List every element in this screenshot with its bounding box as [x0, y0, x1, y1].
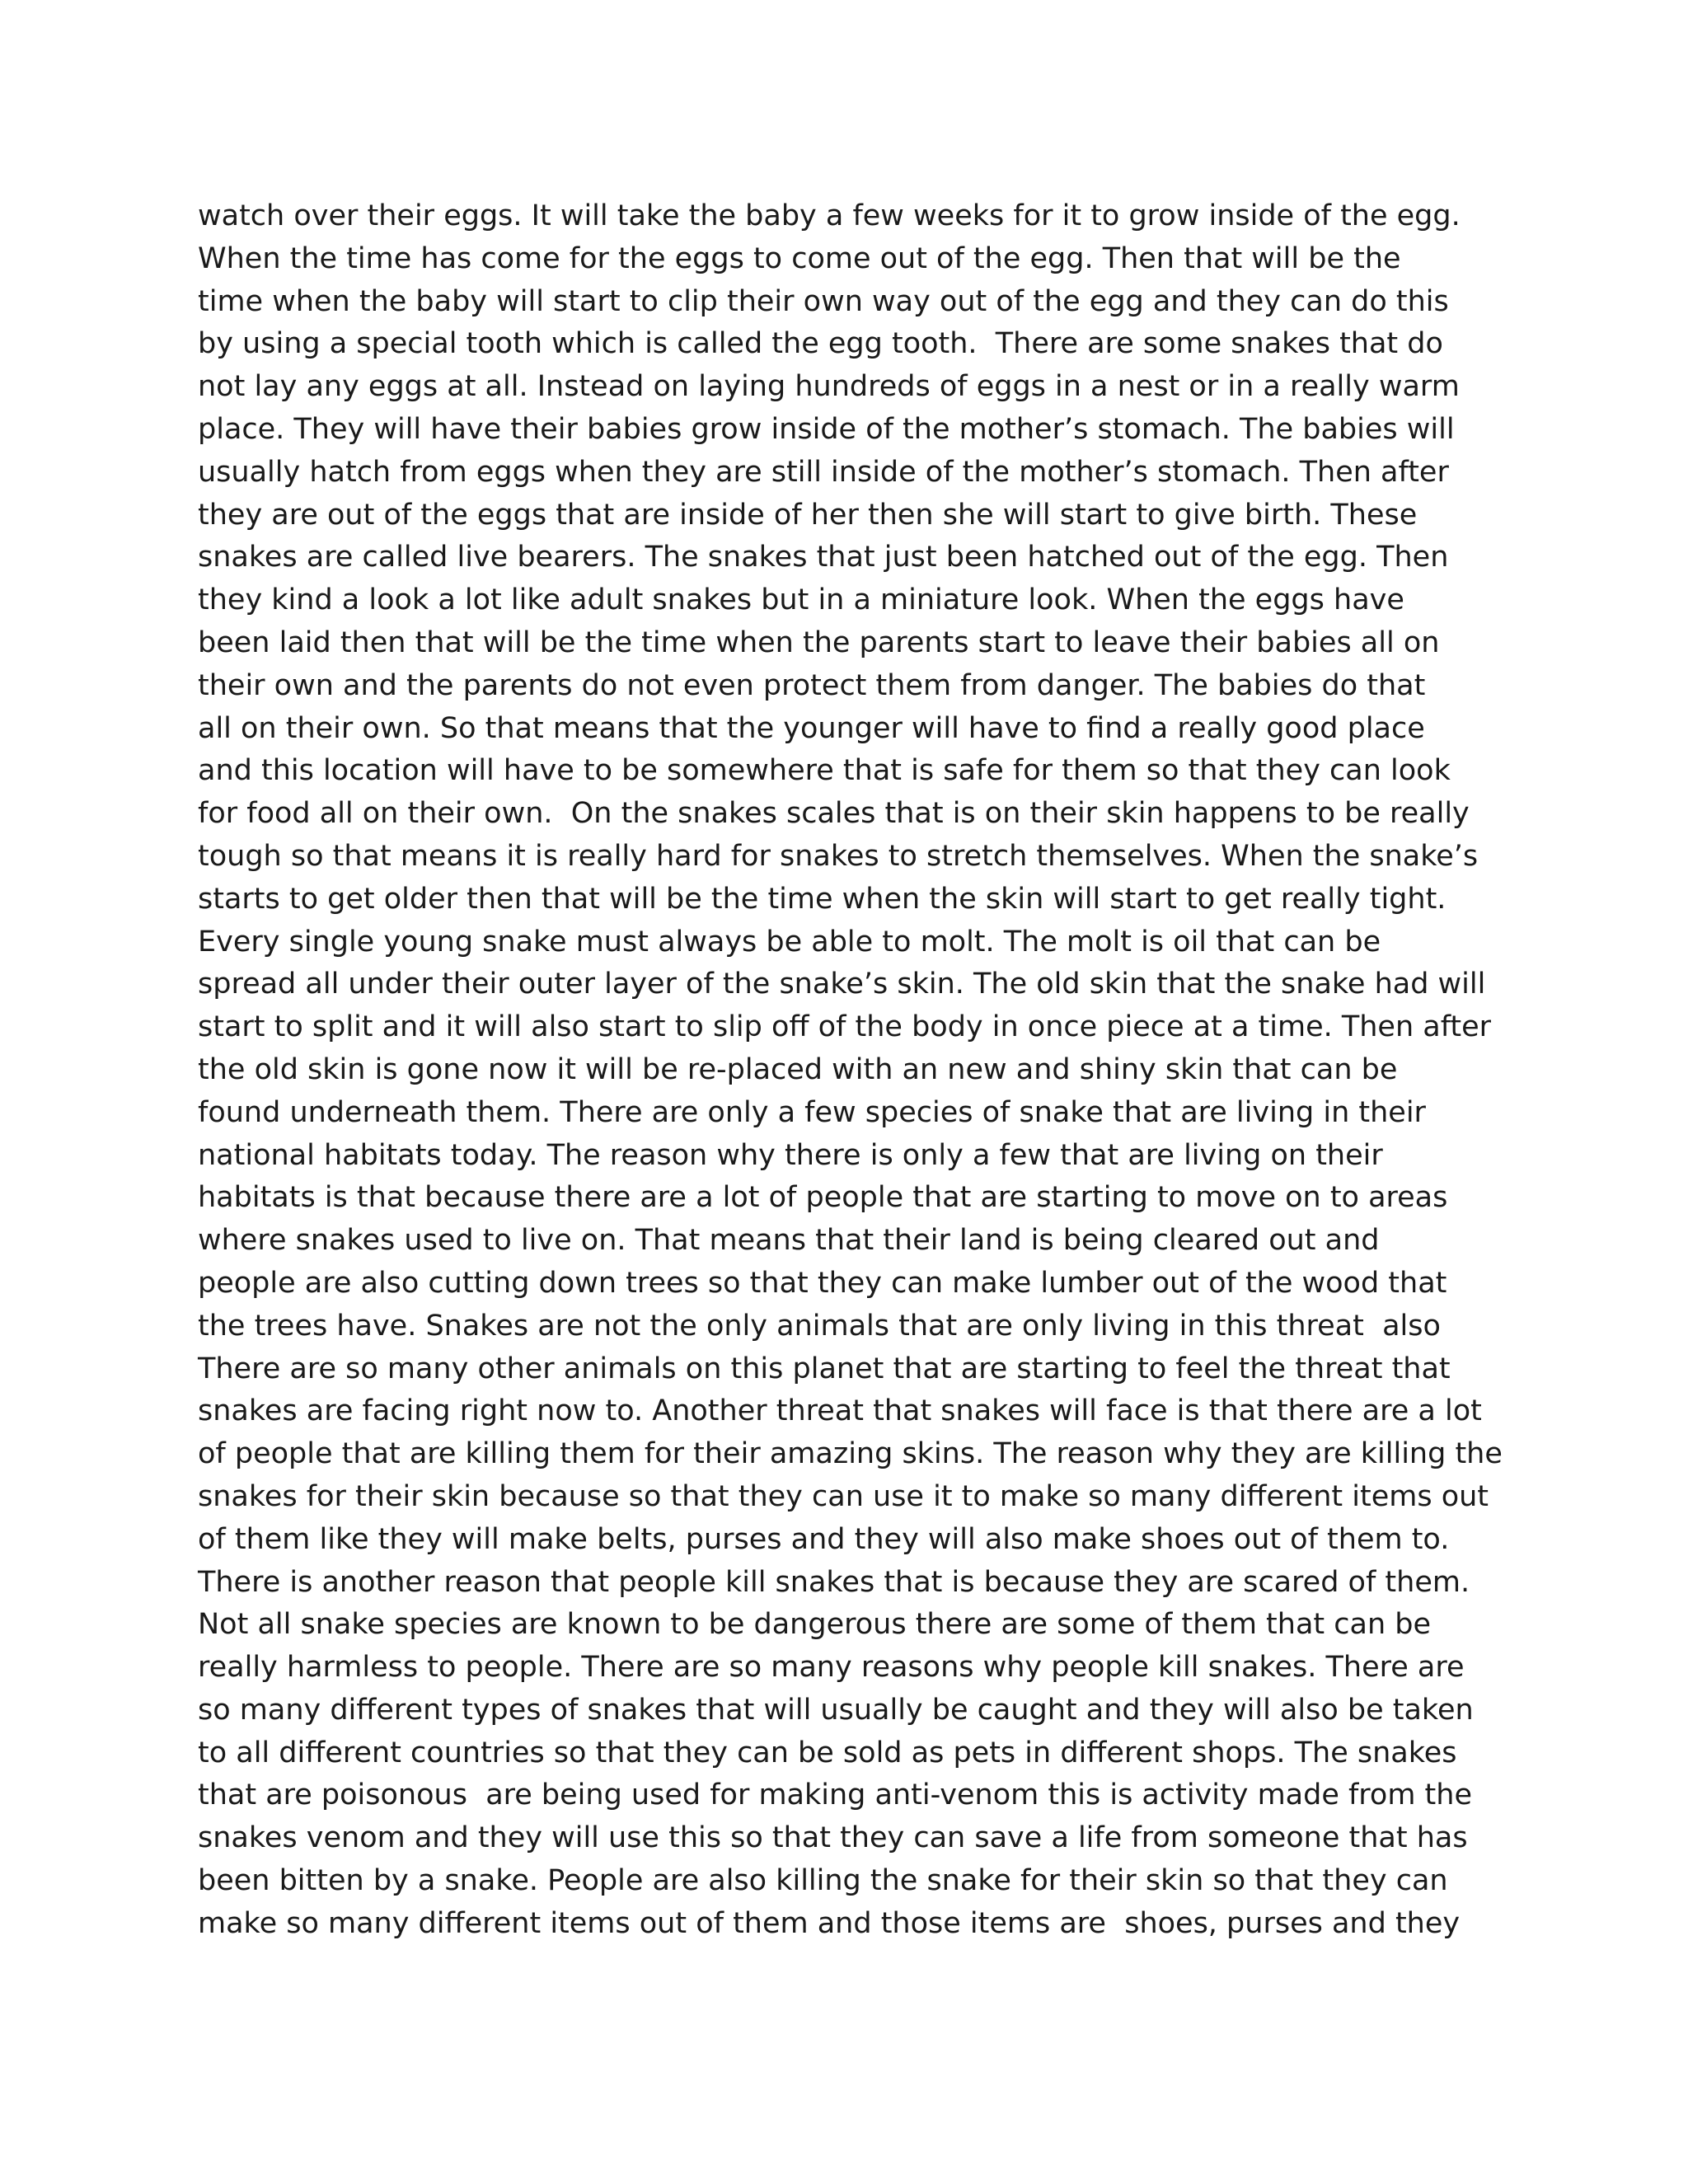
text-line: found underneath them. There are only a few species of snake that are living in their [198, 1095, 1426, 1129]
text-line: There is another reason that people kill snakes that is because they are scared of them. [198, 1565, 1470, 1599]
text-line: to all different countries so that they can be sold as pets in different shops. The snakes [198, 1736, 1457, 1769]
text-line: that are poisonous are being used for making anti-venom this is activity made from the [198, 1779, 1472, 1812]
text-line: starts to get older then that will be the time when the skin will start to get really tight. [198, 882, 1447, 916]
text-line: snakes are facing right now to. Another threat that snakes will face is that there are a lot [198, 1394, 1482, 1428]
text-line: really harmless to people. There are so many reasons why people kill snakes. There are [198, 1651, 1465, 1685]
text-line: people are also cutting down trees so that they can make lumber out of the wood that [198, 1266, 1447, 1300]
text-line: time when the baby will start to clip their own way out of the egg and they can do this [198, 284, 1449, 318]
text-line: so many different types of snakes that will usually be caught and they will also be taken [198, 1693, 1474, 1727]
text-line: snakes for their skin because so that they can use it to make so many different items out [198, 1479, 1489, 1513]
text-line: by using a special tooth which is called the egg tooth. There are some snakes that do [198, 327, 1443, 361]
text-line: tough so that means it is really hard for snakes to stretch themselves. When the snake’s [198, 839, 1479, 873]
text-line: they kind a look a lot like adult snakes but in a miniature look. When the eggs have [198, 583, 1404, 617]
text-line: all on their own. So that means that the younger will have to find a really good place [198, 711, 1425, 745]
text-line: habitats is that because there are a lot of people that are starting to move on to areas [198, 1181, 1448, 1215]
text-line: for food all on their own. On the snakes scales that is on their skin happens to be really [198, 797, 1470, 831]
text-line: been bitten by a snake. People are also killing the snake for their skin so that they can [198, 1864, 1448, 1898]
text-line: usually hatch from eggs when they are still inside of the mother’s stomach. Then after [198, 455, 1449, 489]
text-line: they are out of the eggs that are inside of her then she will start to give birth. These [198, 498, 1418, 532]
body-text [198, 195, 1533, 1946]
text-line: where snakes used to live on. That means that their land is being cleared out and [198, 1224, 1380, 1258]
text-line: not lay any eggs at all. Instead on laying hundreds of eggs in a nest or in a really warm [198, 370, 1460, 404]
text-line: and this location will have to be somewhere that is safe for them so that they can look [198, 754, 1451, 788]
text-line: spread all under their outer layer of the snake’s skin. The old skin that the snake had will [198, 968, 1486, 1001]
text-line: of people that are killing them for their amazing skins. The reason why they are killing the [198, 1437, 1503, 1471]
text-line: start to split and it will also start to slip off of the body in once piece at a time. Then after [198, 1010, 1492, 1044]
text-line: When the time has come for the eggs to come out of the egg. Then that will be the [198, 241, 1401, 275]
text-line: There are so many other animals on this planet that are starting to feel the threat that [198, 1352, 1451, 1385]
text-line: of them like they will make belts, purses and they will also make shoes out of them to. [198, 1522, 1450, 1556]
text-line: watch over their eggs. It will take the baby a few weeks for it to grow inside of the egg. [198, 199, 1461, 232]
text-line: Not all snake species are known to be dangerous there are some of them that can be [198, 1608, 1432, 1642]
text-line: make so many different items out of them and those items are shoes, purses and they [198, 1906, 1461, 1940]
text-line: place. They will have their babies grow inside of the mother’s stomach. The babies will [198, 412, 1455, 446]
text-line: snakes venom and they will use this so that they can save a life from someone that has [198, 1821, 1468, 1855]
text-line: the trees have. Snakes are not the only animals that are only living in this threat also [198, 1309, 1441, 1343]
text-line: Every single young snake must always be able to molt. The molt is oil that can be [198, 925, 1381, 958]
text-line: the old skin is gone now it will be re-placed with an new and shiny skin that can be [198, 1052, 1398, 1086]
text-line: their own and the parents do not even protect them from danger. The babies do that [198, 668, 1426, 702]
text-line: been laid then that will be the time when the parents start to leave their babies all on [198, 626, 1440, 659]
text-line: snakes are called live bearers. The snakes that just been hatched out of the egg. Then [198, 541, 1449, 574]
text-line: national habitats today. The reason why there is only a few that are living on their [198, 1138, 1383, 1172]
